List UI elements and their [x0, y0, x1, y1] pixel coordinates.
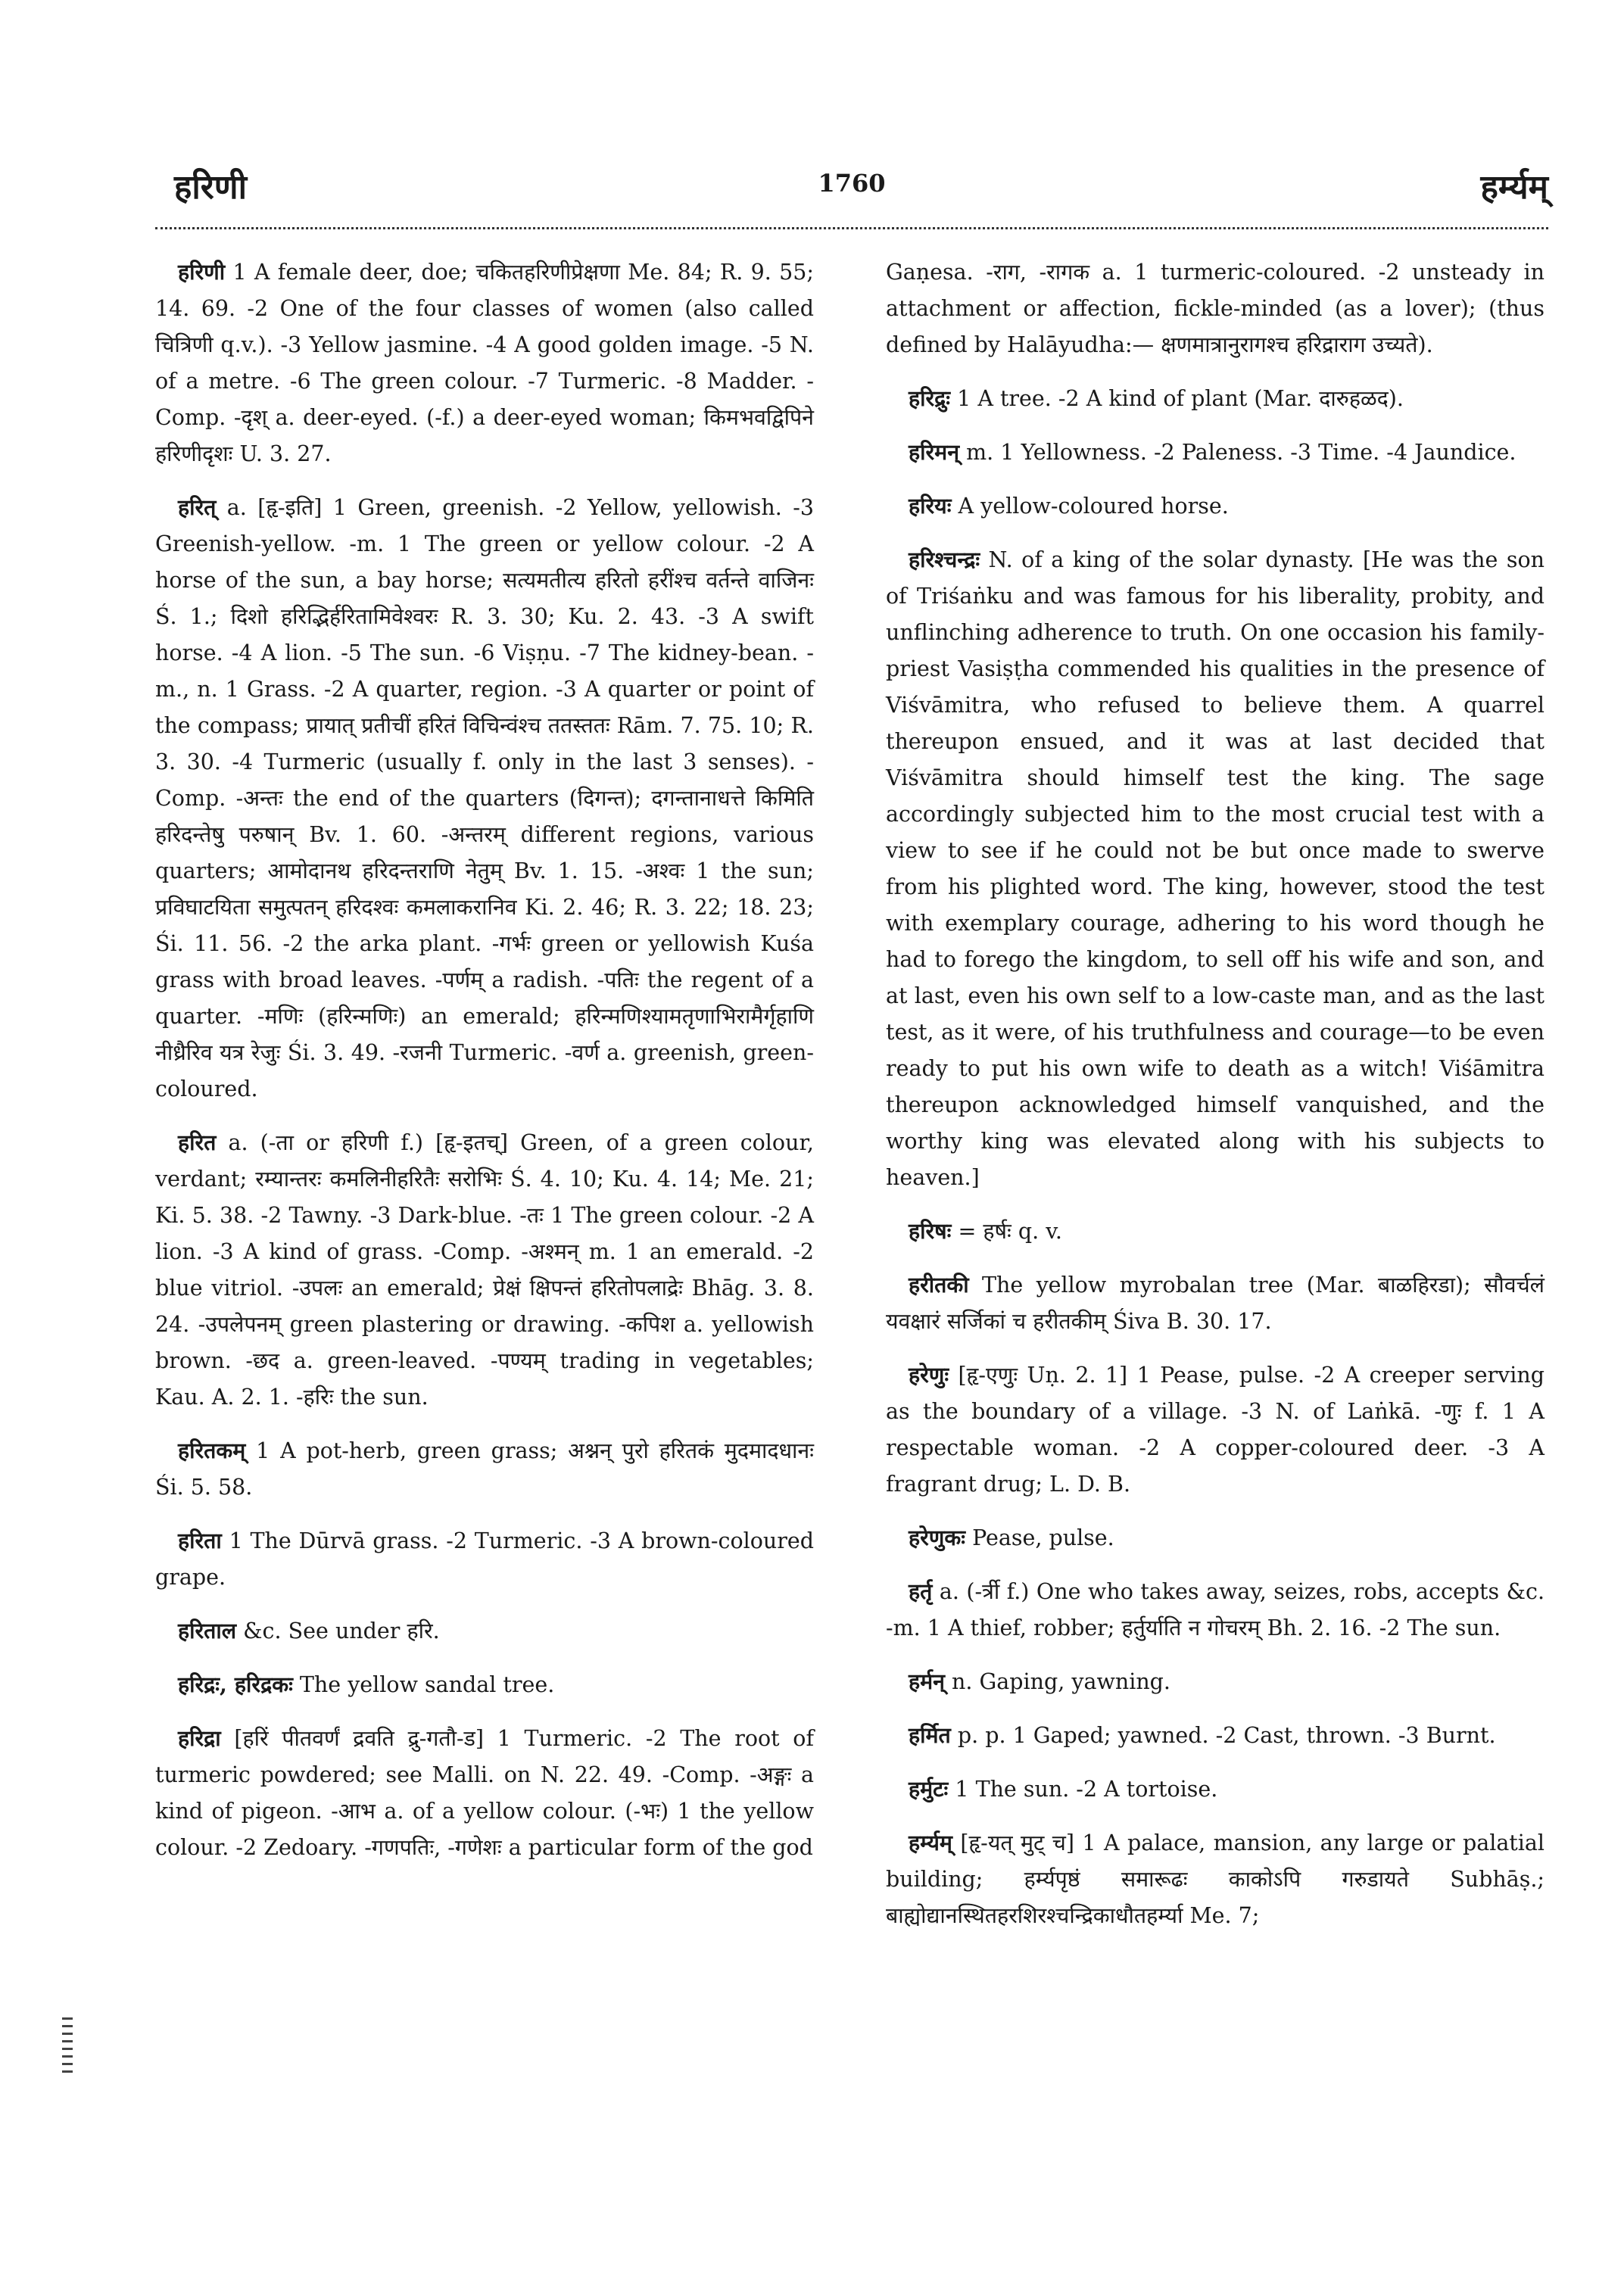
dictionary-entry: [886, 1771, 1545, 1808]
entry-headword: हरिद्रुः: [909, 385, 951, 411]
entry-headword: हरिद्रा: [178, 1725, 221, 1751]
entry-headword: हरित: [178, 1129, 217, 1155]
dictionary-entry: [155, 489, 814, 1108]
entry-text: = हर्षः q. v.: [951, 1219, 1062, 1244]
entry-text: m. 1 Yellowness. -2 Paleness. -3 Time. -4 Jaundice.: [959, 440, 1516, 465]
entry-text: 1 A female deer, doe; चकितहरिणीप्रेक्षणा Me. 84; R. 9. 55; 14. 69. -2 One of the four classes of women (also called चित्रिणी q.v.). -3 Yellow jasmine. -4 A good golden image. -5 N. of a metre. -6 The green colour. -7 Turmeric. -8 Madder. -Comp. -दृश् a. deer-eyed. (-f.) a deer-eyed woman; किमभवद्विपिने हरिणीदृशः U. 3. 27.: [155, 260, 814, 466]
entry-text: Pease, pulse.: [965, 1525, 1114, 1550]
entry-text: The yellow sandal tree.: [292, 1672, 555, 1697]
entry-headword: हरेणुकः: [909, 1525, 966, 1550]
entry-headword: हरितकम्: [178, 1438, 246, 1463]
entry-headword: हर्मन्: [909, 1668, 945, 1694]
entry-text: n. Gaping, yawning.: [945, 1669, 1170, 1694]
dictionary-entry: [155, 1522, 814, 1596]
left-running-headword: हरिणी: [174, 168, 247, 207]
dictionary-entry: [886, 1573, 1545, 1647]
entry-text: N. of a king of the solar dynasty. [He was the son of Triśaṅku and was famous for his liberality, probity, and unflinching adherence to truth. On one occasion his family-priest Vasiṣṭha commended his qualities in the presence of Viśvāmitra, who refused to believe them. A quarrel thereupon ensued, and it was at last decided that Viśvāmitra should himself test the king. The sage accordingly subjected him to the most crucial test with a view to see if he could not be but once made to swerve from his plighted word. The king, however, stood the test with exemplary courage, adhering to his word though he had to forego the kingdom, to sell off his wife and son, and at last, even his own self to a low-caste man, and as the last test, as it were, of his truthfulness and courage—to be even ready to put his own wife to death as a witch! Viśāmitra thereupon acknowledged himself vanquished, and the worthy king was elevated along with his subjects to heaven.]: [886, 547, 1545, 1190]
dictionary-entry: [155, 1666, 814, 1703]
dictionary-entry: [155, 1432, 814, 1506]
entry-headword: हरीतकी: [909, 1272, 969, 1298]
dictionary-entry: [886, 380, 1545, 417]
entry-text: a. [हृ-इति] 1 Green, greenish. -2 Yellow, yellowish. -3 Greenish-yellow. -m. 1 The green or yellow colour. -2 A horse of the sun, a bay horse; सत्यमतीत्य हरितो हरींश्च वर्तन्ते वाजिनः Ś. 1.; दिशो हरिद्भिर्हरितामिवेश्वरः R. 3. 30; Ku. 2. 43. -3 A swift horse. -4 A lion. -5 The sun. -6 Viṣṇu. -7 The kidney-bean. -m., n. 1 Grass. -2 A quarter, region. -3 A quarter or point of the compass; प्रायात् प्रतीचीं हरितं विचिन्वंश्च ततस्ततः Rām. 7. 75. 10; R. 3. 30. -4 Turmeric (usually f. only in the last 3 senses). -Comp. -अन्तः the end of the quarters (दिगन्त); दगन्तानाधत्ते किमिति हरिदन्तेषु परुषान् Bv. 1. 60. -अन्तरम् different regions, various quarters; आमोदानथ हरिदन्तराणि नेतुम् Bv. 1. 15. -अश्वः 1 the sun; प्रविघाटयिता समुत्पतन् हरिदश्वः कमलाकरानिव Ki. 2. 46; R. 3. 22; 18. 23; Śi. 11. 56. -2 the arka plant. -गर्भः green or yellowish Kuśa grass with broad leaves. -पर्णम् a radish. -पतिः the regent of a quarter. -मणिः (हरिन्मणिः) an emerald; हरिन्मणिश्यामतृणाभिरामैर्गृहाणि नीध्रैरिव यत्र रेजुः Śi. 3. 49. -रजनी Turmeric. -वर्ण a. greenish, green-coloured.: [155, 495, 814, 1101]
dictionary-entry: [886, 1213, 1545, 1250]
page-number: 1760: [818, 169, 886, 198]
left-column: [155, 254, 814, 1883]
entry-text: A yellow-coloured horse.: [951, 494, 1229, 519]
entry-text: 1 A tree. -2 A kind of plant (Mar. दारुहळद).: [950, 386, 1404, 411]
margin-binding-mark: [62, 2017, 73, 2078]
entry-text: [हृ-यत् मुट् च] 1 A palace, mansion, any large or palatial building; हर्म्यपृष्ठं समारूढः काकोऽपि गरुडायते Subhāṣ.; बाह्योद्यानस्थितहरशिरश्चन्द्रिकाधौतहर्म्या Me. 7;: [886, 1830, 1545, 1928]
dictionary-entry: [155, 1720, 814, 1866]
page-header: [155, 163, 1548, 216]
dictionary-entry: [886, 434, 1545, 471]
entry-headword: हरिमन्: [909, 439, 960, 465]
dictionary-entry: [886, 1717, 1545, 1754]
entry-headword: हरिणी: [178, 259, 226, 285]
entry-text: 1 The sun. -2 A tortoise.: [948, 1777, 1218, 1802]
entry-headword: हरिद्रः, हरिद्रकः: [178, 1671, 293, 1697]
header-rule: [155, 227, 1548, 229]
dictionary-entry: [886, 488, 1545, 525]
entry-text: p. p. 1 Gaped; yawned. -2 Cast, thrown. -3 Burnt.: [950, 1723, 1496, 1748]
dictionary-entry: [886, 1824, 1545, 1934]
entry-text: 1 The Dūrvā grass. -2 Turmeric. -3 A brown-coloured grape.: [155, 1528, 814, 1590]
entry-text: Gaṇesa. -राग, -रागक a. 1 turmeric-coloured. -2 unsteady in attachment or affection, fickle-minded (as a lover); (thus defined by Halāyudha:— क्षणमात्रानुरागश्च हरिद्राराग उच्यते).: [886, 260, 1545, 357]
right-column: [886, 254, 1545, 1951]
entry-headword: हर्तृ: [909, 1578, 933, 1604]
dictionary-entry: [886, 1357, 1545, 1503]
dictionary-entry: [155, 1612, 814, 1650]
dictionary-entry: [886, 1266, 1545, 1340]
entry-headword: हर्मित: [909, 1722, 951, 1748]
entry-text: [हृ-एणुः Uṇ. 2. 1] 1 Pease, pulse. -2 A creeper serving as the boundary of a village. -3 N. of Laṅkā. -णुः f. 1 A respectable woman. -2 A copper-coloured deer. -3 A fragrant drug; L. D. B.: [886, 1363, 1545, 1497]
entry-text: [हरिं पीतवर्णं द्रवति द्रु-गतौ-ड] 1 Turmeric. -2 The root of turmeric powdered; see Malli. on N. 22. 49. -Comp. -अङ्गः a kind of pigeon. -आभ a. of a yellow colour. (-भः) 1 the yellow colour. -2 Zedoary. -गणपतिः, -गणेशः a particular form of the god: [155, 1726, 814, 1860]
dictionary-entry: [155, 254, 814, 472]
entry-headword: हरिश्चन्द्रः: [909, 547, 980, 572]
entry-headword: हर्म्यम्: [909, 1830, 952, 1855]
entry-text: The yellow myrobalan tree (Mar. बाळहिरडा); सौवर्चलं यवक्षारं सर्जिकां च हरीतकीम् Śiva B. 30. 17.: [886, 1273, 1545, 1334]
dictionary-entry: [886, 541, 1545, 1196]
entry-text: 1 A pot-herb, green grass; अश्नन् पुरो हरितकं मुदमादधानः Śi. 5. 58.: [155, 1438, 814, 1500]
right-running-headword: हर्म्यम्: [1480, 168, 1548, 207]
entry-text: a. (-र्त्री f.) One who takes away, seizes, robs, accepts &c. -m. 1 A thief, robber; हर्तुर्याति न गोचरम् Bh. 2. 16. -2 The sun.: [886, 1579, 1545, 1640]
entry-headword: हरेणुः: [909, 1362, 949, 1388]
entry-headword: हरिता: [178, 1528, 222, 1553]
entry-headword: हरियः: [909, 493, 952, 519]
dictionary-entry: [886, 1519, 1545, 1556]
entry-text: a. (-ता or हरिणी f.) [हृ-इतच्] Green, of a green colour, verdant; रम्यान्तरः कमलिनीहरितैः सरोभिः Ś. 4. 10; Ku. 4. 14; Me. 21; Ki. 5. 38. -2 Tawny. -3 Dark-blue. -तः 1 The green colour. -2 A lion. -3 A kind of grass. -Comp. -अश्मन् m. 1 an emerald. -2 blue vitriol. -उपलः an emerald; प्रेक्षं क्षिपन्तं हरितोपलाद्रेः Bhāg. 3. 8. 24. -उपलेपनम् green plastering or drawing. -कपिश a. yellowish brown. -छद a. green-leaved. -पण्यम् trading in vegetables; Kau. A. 2. 1. -हरिः the sun.: [155, 1130, 814, 1410]
entry-text: &c. See under हरि.: [236, 1618, 440, 1643]
dictionary-entry-continued: [886, 254, 1545, 363]
dictionary-entry: [155, 1124, 814, 1416]
entry-headword: हरित्: [178, 494, 217, 520]
entry-headword: हरिषः: [909, 1218, 952, 1244]
entry-headword: हरिताल: [178, 1618, 237, 1643]
dictionary-entry: [886, 1663, 1545, 1700]
entry-headword: हर्मुटः: [909, 1776, 949, 1802]
